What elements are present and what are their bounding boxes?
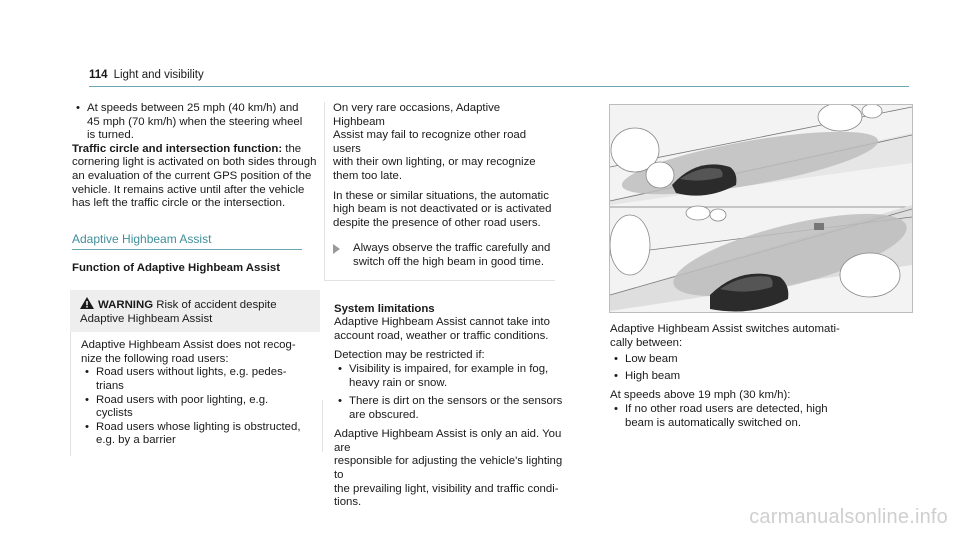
speed-intro: At speeds above 19 mph (30 km/h): [610, 389, 791, 402]
page-number: 114 [89, 69, 108, 81]
traffic-circle-paragraph: Traffic circle and intersection function: the cornering light is activated on both sides through an evaluation of the current GPS position of the vehicle. It remains active until after the vehicle has left the traffic circle or the intersection. [72, 142, 317, 210]
beam-mode-list [610, 353, 910, 383]
detection-list [334, 363, 564, 422]
warning-label: WARNING [98, 298, 154, 311]
section-title-underline [72, 249, 302, 250]
instruction-step: Always observe the traffic carefully and switch off the high beam in good time. [333, 242, 555, 269]
watermark-text: carmanualsonline.info [749, 506, 948, 529]
column-left [72, 102, 318, 456]
warning-header: WARNING Risk of accident despite Adaptive Highbeam Assist [70, 290, 320, 332]
speed-condition-list [610, 403, 910, 430]
highbeam-illustration [609, 104, 913, 313]
list-item: • Low beam [610, 353, 910, 367]
list-item: • High beam [610, 370, 910, 384]
list-item: • At speeds between 25 mph (40 km/h) and 45 mph (70 km/h) when the steering wheel is turned. [72, 102, 318, 143]
system-limitations-title: System limitations [334, 302, 435, 315]
aid-paragraph: Adaptive Highbeam Assist is only an aid. You are responsible for adjusting the vehicle's lighting to the prevailing light, visibility and traffic condi- tions. [334, 428, 563, 509]
section-title: Adaptive Highbeam Assist [72, 231, 212, 246]
page-header [89, 69, 204, 83]
list-item: • Road users with poor lighting, e.g. cyclists [81, 394, 310, 421]
arrow-right-icon [333, 244, 340, 254]
warning-body [70, 332, 320, 456]
list-item: • Road users whose lighting is obstructed, e.g. by a barrier [81, 421, 310, 448]
speed-list [72, 102, 318, 143]
column-right [610, 323, 910, 430]
section-name: Light and visibility [113, 69, 204, 81]
system-limitations: System limitations Adaptive Highbeam Assist cannot take into account road, weather or traffic conditions. Detection may be restricted if: • Visibility is impaired, for example in fog, heavy rain or snow. • There is dirt on the sensors or the sensors are obscured. Adaptive Highbeam Assist is only an aid. You are responsible for adjusting the vehicle's lighting to the prevailing light, visibility and traffic condi- tions. [334, 303, 564, 510]
warning-box [70, 290, 320, 456]
warning-intro: Adaptive Highbeam Assist does not recog- nize the following road users: [81, 339, 296, 365]
traffic-circle-label: Traffic circle and intersection function: [72, 142, 283, 155]
detection-intro: Detection may be restricted if: [334, 349, 485, 362]
list-item: • Visibility is impaired, for example in fog, heavy rain or snow. [334, 363, 564, 390]
list-item: • There is dirt on the sensors or the sensors are obscured. [334, 395, 564, 422]
function-title: Function of Adaptive Highbeam Assist [72, 262, 281, 275]
warning-continuation: On very rare occasions, Adaptive Highbeam Assist may fail to recognize other road users with their own lighting, or may recognize them too late. In these or similar situations, the automatic high beam is not deactivated or is activated despite the presence of other road users. Always observe the traffic carefully and switch off the high beam in good time. [324, 102, 555, 281]
column-middle [334, 102, 564, 510]
warning-box-edge [322, 400, 323, 452]
warning-list [81, 366, 310, 448]
list-item: • Road users without lights, e.g. pedes- trians [81, 366, 310, 393]
switch-paragraph: Adaptive Highbeam Assist switches automati- cally between: [610, 323, 840, 349]
header-divider [89, 86, 909, 87]
list-item: • If no other road users are detected, high beam is automatically switched on. [610, 403, 910, 430]
highbeam-scene-graphic [610, 105, 912, 312]
warning-triangle-icon [80, 297, 94, 309]
